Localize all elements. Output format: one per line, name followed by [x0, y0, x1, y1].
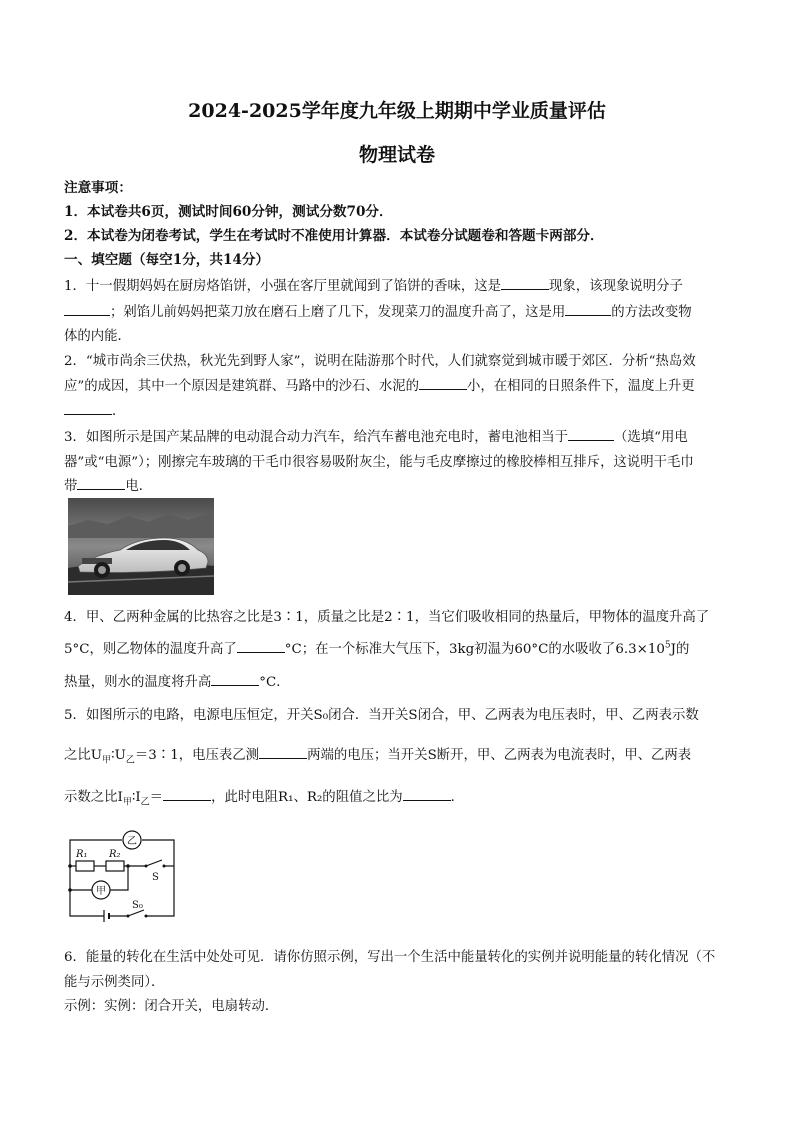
answer-blank	[163, 788, 211, 801]
answer-blank	[501, 277, 549, 290]
answer-blank	[568, 428, 614, 441]
q1-line-2	[64, 301, 734, 320]
q1-text: 1．十一假期妈妈在厨房烙馅饼，小强在客厅里就闻到了馅饼的香味，这是	[64, 279, 502, 294]
q4-line-3	[64, 671, 734, 690]
switch-s-label: S	[152, 872, 159, 883]
q4-text: °C；在一个标准大气压下，3kg初温为60°C的水吸收了6.3×10	[284, 642, 665, 657]
q5-subscript: 甲	[102, 755, 112, 766]
answer-blank	[211, 673, 259, 686]
q4-text: 5°C，则乙物体的温度升高了	[64, 642, 237, 657]
q3-text: （选填“用电	[613, 430, 688, 445]
q5-text: ∶I	[131, 790, 141, 805]
q2-text: 小，在相同的日照条件下，温度上升更	[467, 379, 695, 394]
q2-text: ．	[112, 404, 126, 419]
resistor-r2-label: R₂	[109, 849, 121, 860]
q3-text: 3．如图所示是国产某品牌的电动混合动力汽车，给汽车蓄电池充电时，蓄电池相当于	[64, 430, 568, 445]
q4-text: °C．	[259, 675, 290, 690]
q5-subscript: 乙	[125, 755, 135, 766]
q3-line-3	[64, 475, 734, 494]
q6-line-3: 示例：实例：闭合开关，电扇转动．	[64, 999, 279, 1014]
q3-line-2: 器”或“电源”）；刚擦完车玻璃的干毛巾很容易吸附灰尘，能与毛皮摩擦过的橡胶棒相互排斥，这说明干毛巾	[64, 455, 694, 470]
q5-line-2	[64, 744, 734, 766]
q5-text: 两端的电压；当开关S断开，甲、乙两表为电流表时，甲、乙两表	[307, 748, 692, 763]
q5-text: ，此时电阻R₁、R₂的阻值之比为	[211, 790, 403, 805]
q1-text: 的方法改变物	[611, 305, 692, 320]
answer-blank	[77, 477, 125, 490]
q5-subscript: 乙	[140, 797, 150, 808]
q1-line-3: 体的内能．	[64, 329, 131, 344]
q2-text: 应”的成因，其中一个原因是建筑群、马路中的沙石、水泥的	[64, 379, 419, 394]
q5-text: ＝3∶1，电压表乙测	[134, 748, 260, 763]
section-heading: 一、填空题（每空1分，共14分）	[64, 252, 270, 268]
q4-text: J的	[670, 642, 690, 657]
q3-text: 带	[64, 479, 78, 494]
answer-blank	[64, 303, 110, 316]
resistor-r1-label: R₁	[76, 849, 88, 860]
q5-text: ∶U	[111, 748, 126, 763]
q3-text: 电．	[125, 479, 153, 494]
meter-jia-label: 甲	[96, 886, 106, 897]
q1-line-1	[64, 275, 734, 294]
car-photo	[68, 498, 214, 595]
q6-line-2: 能与示例类同）．	[64, 975, 165, 990]
exam-title: 2024-2025学年度九年级上期期中学业质量评估	[188, 100, 606, 122]
q5-subscript: 甲	[122, 797, 132, 808]
q6-line-1: 6．能量的转化在生活中处处可见．请你仿照示例，写出一个生活中能量转化的实例并说明能量的转化情况（不	[64, 950, 716, 965]
exam-subtitle: 物理试卷	[358, 144, 435, 166]
q5-line-1: 5．如图所示的电路，电源电压恒定，开关S₀闭合．当开关S闭合，甲、乙两表为电压表时，甲、乙两表示数	[64, 708, 699, 723]
q4-line-2	[64, 638, 734, 657]
answer-blank	[259, 746, 307, 759]
q5-text: 示数之比I	[64, 790, 123, 805]
answer-blank	[64, 402, 112, 415]
q4-text: 热量，则水的温度将升高	[64, 675, 212, 690]
q4-line-1: 4．甲、乙两种金属的比热容之比是3∶1，质量之比是2∶1，当它们吸收相同的热量后，甲物体的温度升高了	[64, 610, 710, 625]
answer-blank	[419, 377, 467, 390]
switch-s0-label: S₀	[132, 900, 143, 911]
q4-exponent: 5	[664, 640, 671, 651]
q1-text: ；剁馅儿前妈妈把菜刀放在磨石上磨了几下，发现菜刀的温度升高了，这是用	[110, 305, 566, 320]
q5-text: ＝	[149, 790, 164, 805]
q3-line-1	[64, 426, 734, 445]
q1-text: 现象，该现象说明分子	[549, 279, 683, 294]
notice-item-1: 1．本试卷共6页，测试时间60分钟，测试分数70分．	[64, 204, 393, 220]
notice-item-2: 2．本试卷为闭卷考试，学生在考试时不准使用计算器．本试卷分试题卷和答题卡两部分．	[64, 228, 604, 244]
notice-heading: 注意事项：	[64, 180, 132, 196]
q5-text: 之比U	[64, 748, 103, 763]
q5-text: ．	[450, 790, 465, 805]
q5-line-3	[64, 786, 734, 808]
answer-blank	[565, 303, 611, 316]
answer-blank	[403, 788, 451, 801]
q2-line-1: 2．“城市尚余三伏热，秋光先到野人家”，说明在陆游那个时代，人们就察觉到城市暖于郊区．分析“热岛效	[64, 354, 696, 369]
q2-line-3	[64, 400, 734, 419]
q2-line-2	[64, 375, 734, 394]
meter-yi-label: 乙	[127, 836, 137, 847]
circuit-diagram	[62, 822, 182, 922]
answer-blank	[237, 640, 285, 653]
